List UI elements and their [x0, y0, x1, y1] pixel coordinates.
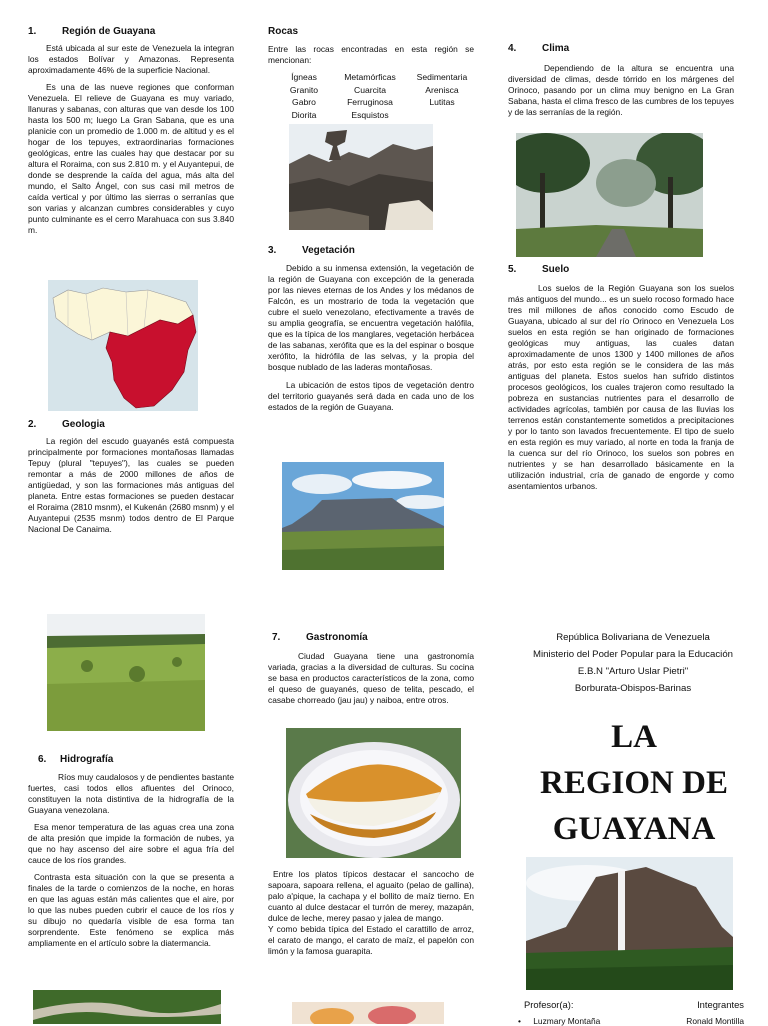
cover-school-line: E.B.N "Arturo Uslar Pietri" [577, 666, 689, 677]
section-hidrografia-body [28, 772, 234, 949]
angel-falls-photo [526, 857, 733, 990]
rock-item: Cuarcita [354, 84, 386, 95]
cover-title-line: REGION DE [540, 765, 728, 801]
integrantes-label: Integrantes [697, 999, 744, 1010]
paragraph: Los suelos de la Región Guayana son los suelos más antiguos del mundo... es un suelo rocoso formado hace tres mil millones de años conocido como Escudo de Guayana, ubicado al sur del río Orinoco en Venezuela Los suelos en esta región se han originado de formaciones geológicas muy antiguas, las cuales datan aproximadamente de unos 1300 y 1400 millones de años atrás, por esto esta región se le considera de las más antiguas del planeta. Estos suelos han sufrido distintos procesos geológicos, los cuales trajeron como resultado la pobreza en sustancias nutrientes para el desarrollo de actividades agrícolas, también por causa de las lluvias los terrenos están constantemente sometidos a precipitaciones y por lo tanto son lavados frecuentemente. El tipo de suelo en esta región es muy variado, al norte en toda la franja de la cuenca sur del río Orinoco, los suelos son pobres en nutrientes y se han desarrollado básicamente en la utilización industrial, cría de ganado de engorde y como asentamientos urbanos. [508, 283, 734, 491]
cover-title-line: GUAYANA [552, 811, 716, 847]
cover-institution-block [508, 629, 758, 697]
section-number: 1. [28, 26, 37, 37]
rock-column-head: Sedimentaria [416, 72, 468, 82]
paragraph: Ciudad Guayana tiene una gastronomía variada, gracias a la diversidad de culturas. Su cocina se basa en productos característicos de la zona, como el queso de guayanés, queso de telita, pescado, el casabe chorreado (jau jau) y naiboa, entre otros. [268, 651, 474, 705]
cachapa-food-photo [286, 728, 461, 858]
paragraph: Está ubicada al sur este de Venezuela la integran los estados Bolívar y Amazonas. Representa aproximadamente 46% de la superficie Nacional. [28, 43, 234, 75]
section-rocas-heading [268, 26, 298, 37]
section-title: Suelo [542, 264, 570, 275]
section-number: 5. [508, 264, 517, 275]
rock-formation-photo [289, 124, 433, 230]
rock-item: Diorita [291, 109, 317, 120]
section-title: Clima [542, 43, 570, 54]
cover-location-line: Borburata-Obispos-Barinas [574, 683, 692, 694]
section-vegetacion-heading [268, 245, 474, 256]
paragraph: Entre las rocas encontradas en esta región se mencionan: [268, 44, 474, 65]
section-gastronomia-intro [268, 651, 474, 706]
cover-title-line: LA [611, 719, 657, 755]
profesor-name: Luzmary Montaña [533, 1016, 601, 1026]
profesor-label: Profesor(a): [524, 999, 574, 1010]
paragraph: Contrasta esta situación con la que se presenta a finales de la tarde o comienzos de la noche, en horas en que las aguas están más calientes que el aire, por lo que las nubes pueden cubrir el cauce de los ríos y su dibujo no quedaría visible de esa forma tan sorprendente. Este fenómeno se explica más ampliamente en el artículo sobre la diatermancia. [28, 872, 234, 948]
cover-country-line: República Bolivariana de Venezuela [556, 632, 710, 643]
section-suelo-heading [508, 264, 708, 275]
section-geologia-body [28, 436, 234, 535]
section-title: Hidrografía [60, 754, 114, 765]
rock-item: Arenisca [425, 84, 459, 95]
section-title: Gastronomía [306, 632, 368, 643]
section-region-body [28, 43, 234, 236]
section-title: Geologia [62, 419, 105, 430]
bullet: • [518, 1016, 524, 1026]
paragraph: Y como bebida típica del Estado el carattillo de arroz, el carato de mango, el carato de maíz, el papelón con limón y la famosa guarapita. [268, 924, 474, 956]
paragraph: Dependiendo de la altura se encuentra una diversidad de climas, desde tórrido en los márgenes del Orinoco, pasando por un clima muy benigno en La Gran Sabana, hasta el clima fresco de las cumbres de los tepuyes y de las serranías de la región. [508, 63, 734, 117]
paragraph: La región del escudo guayanés está compuesta principalmente por formaciones montañosas llamadas Tepuy (plural "tepuyes"), las cuales se pueden remontar a más de 2000 millones de años de antigüedad, y son las formaciones más antiguas del planeta. Entre estas formaciones se pueden destacar el Roraima (2810 msnm), el Kukenán (2680 msnm) y el Auyantepui (2535 msnm) todos dentro de El Parque Nacional De Canaima. [28, 436, 234, 534]
section-clima-body [508, 63, 734, 118]
section-number: 3. [268, 245, 277, 256]
paragraph: Debido a su inmensa extensión, la vegetación de la región de Guayana con excepción de la generada por las nieves eternas de los Andes y los médanos de Falcón, es un mostrario de toda la vegetación que cubre el suelo venezolano, efectivamente a través de su amplia geografía, se encuentra vegetación halófila, que es la típica de los manglares, vegetación herbácea de las sabanas, xerófita que es la del espinar o bosque xerófito, la hidrófila de las selvas, y la propia del bosque nublado de las laderas montañosas. [268, 263, 474, 372]
dessert-photo [292, 1002, 444, 1024]
rock-item: Granito [289, 84, 319, 95]
paragraph: La ubicación de estos tipos de vegetación dentro del territorio guayanés será dada en cada uno de los estados de la región de Guayana. [268, 380, 474, 412]
misty-forest-photo [516, 133, 703, 257]
section-gastronomia-body [268, 869, 474, 957]
savanna-photo [47, 614, 205, 731]
section-gastronomia-heading [272, 632, 472, 643]
rock-column-head: Metamórficas [344, 72, 396, 82]
section-suelo-body [508, 283, 734, 492]
section-title: Vegetación [302, 245, 355, 256]
paragraph: Ríos muy caudalosos y de pendientes bastante fuertes, casi todos ellos afluentes del Orinoco, constituyen la nota distintiva de la hidrografía de la Guayana venezolana. [28, 772, 234, 815]
section-number: 4. [508, 43, 517, 54]
cover-names [518, 1016, 744, 1026]
section-number: 7. [272, 632, 281, 643]
paragraph: Esa menor temperatura de las aguas crea una zona de alta presión que impide la formación de nubes, ya que no hay ascenso del aire sobre el agua fría del cauce de los ríos grandes. [28, 822, 234, 865]
rock-column-head: Ígneas [291, 72, 317, 82]
rock-item: Lutitas [429, 97, 455, 107]
rock-column-sedimentaria [408, 71, 476, 109]
section-title: Rocas [268, 26, 299, 37]
section-hidrografia-heading [38, 754, 238, 765]
paragraph: Entre los platos típicos destacar el sancocho de sapoara, sapoara rellena, el aguaito (pelao de gallina), palo a'pique, la cachapa y el bollito de maíz tierno. En cuanto al dulce destacar el turrón de merey, mazapán, dulce de leche, merey pasao y jalea de mango. [268, 869, 474, 923]
cover-title [508, 714, 760, 852]
section-number: 2. [28, 419, 37, 430]
rock-item: Esquistos [351, 109, 389, 120]
section-number: 6. [38, 754, 47, 765]
venezuela-map-image [48, 280, 198, 411]
section-rocas-intro [268, 44, 474, 66]
section-clima-heading [508, 43, 708, 54]
river-photo [33, 990, 221, 1024]
section-region-heading [28, 26, 248, 37]
cover-credits [524, 999, 744, 1010]
rock-column-igneas [272, 71, 336, 121]
cover-ministry-line: Ministerio del Poder Popular para la Educación [533, 649, 733, 660]
tepui-landscape-photo [282, 462, 444, 570]
rock-column-metamorficas [334, 71, 406, 121]
rock-item: Ferruginosa [347, 97, 393, 107]
paragraph: Es una de las nueve regiones que conforman Venezuela. El relieve de Guayana es muy variado, llanuras y sabanas, con alturas que van desde los 100 hasta los 500 m; luego La Gran Sabana, que es una planicie con un promedio de 1.000 m. de altitud y es el hogar de los tepuyes, extraordinarias formaciones geológicas, entre las cuales hay que destacar por su altura el Roraima, con sus 2.810 m. y el Auyantepui, de donde se desprende la caída del agua, más alta del mundo, el Salto Ángel, con sus casi mil metros de caída vertical y por último las sierras o serranías que son varias y alcanzan cumbres considerables y cuyo punto culminante es el cerro Marahuaca con sus 3.840 m. [28, 82, 234, 235]
rock-item: Gabro [292, 97, 316, 107]
section-vegetacion-body [268, 263, 474, 413]
section-title: Región de Guayana [62, 26, 156, 37]
section-geologia-heading [28, 419, 228, 430]
integrante-name: Ronald Montilla [686, 1016, 744, 1026]
